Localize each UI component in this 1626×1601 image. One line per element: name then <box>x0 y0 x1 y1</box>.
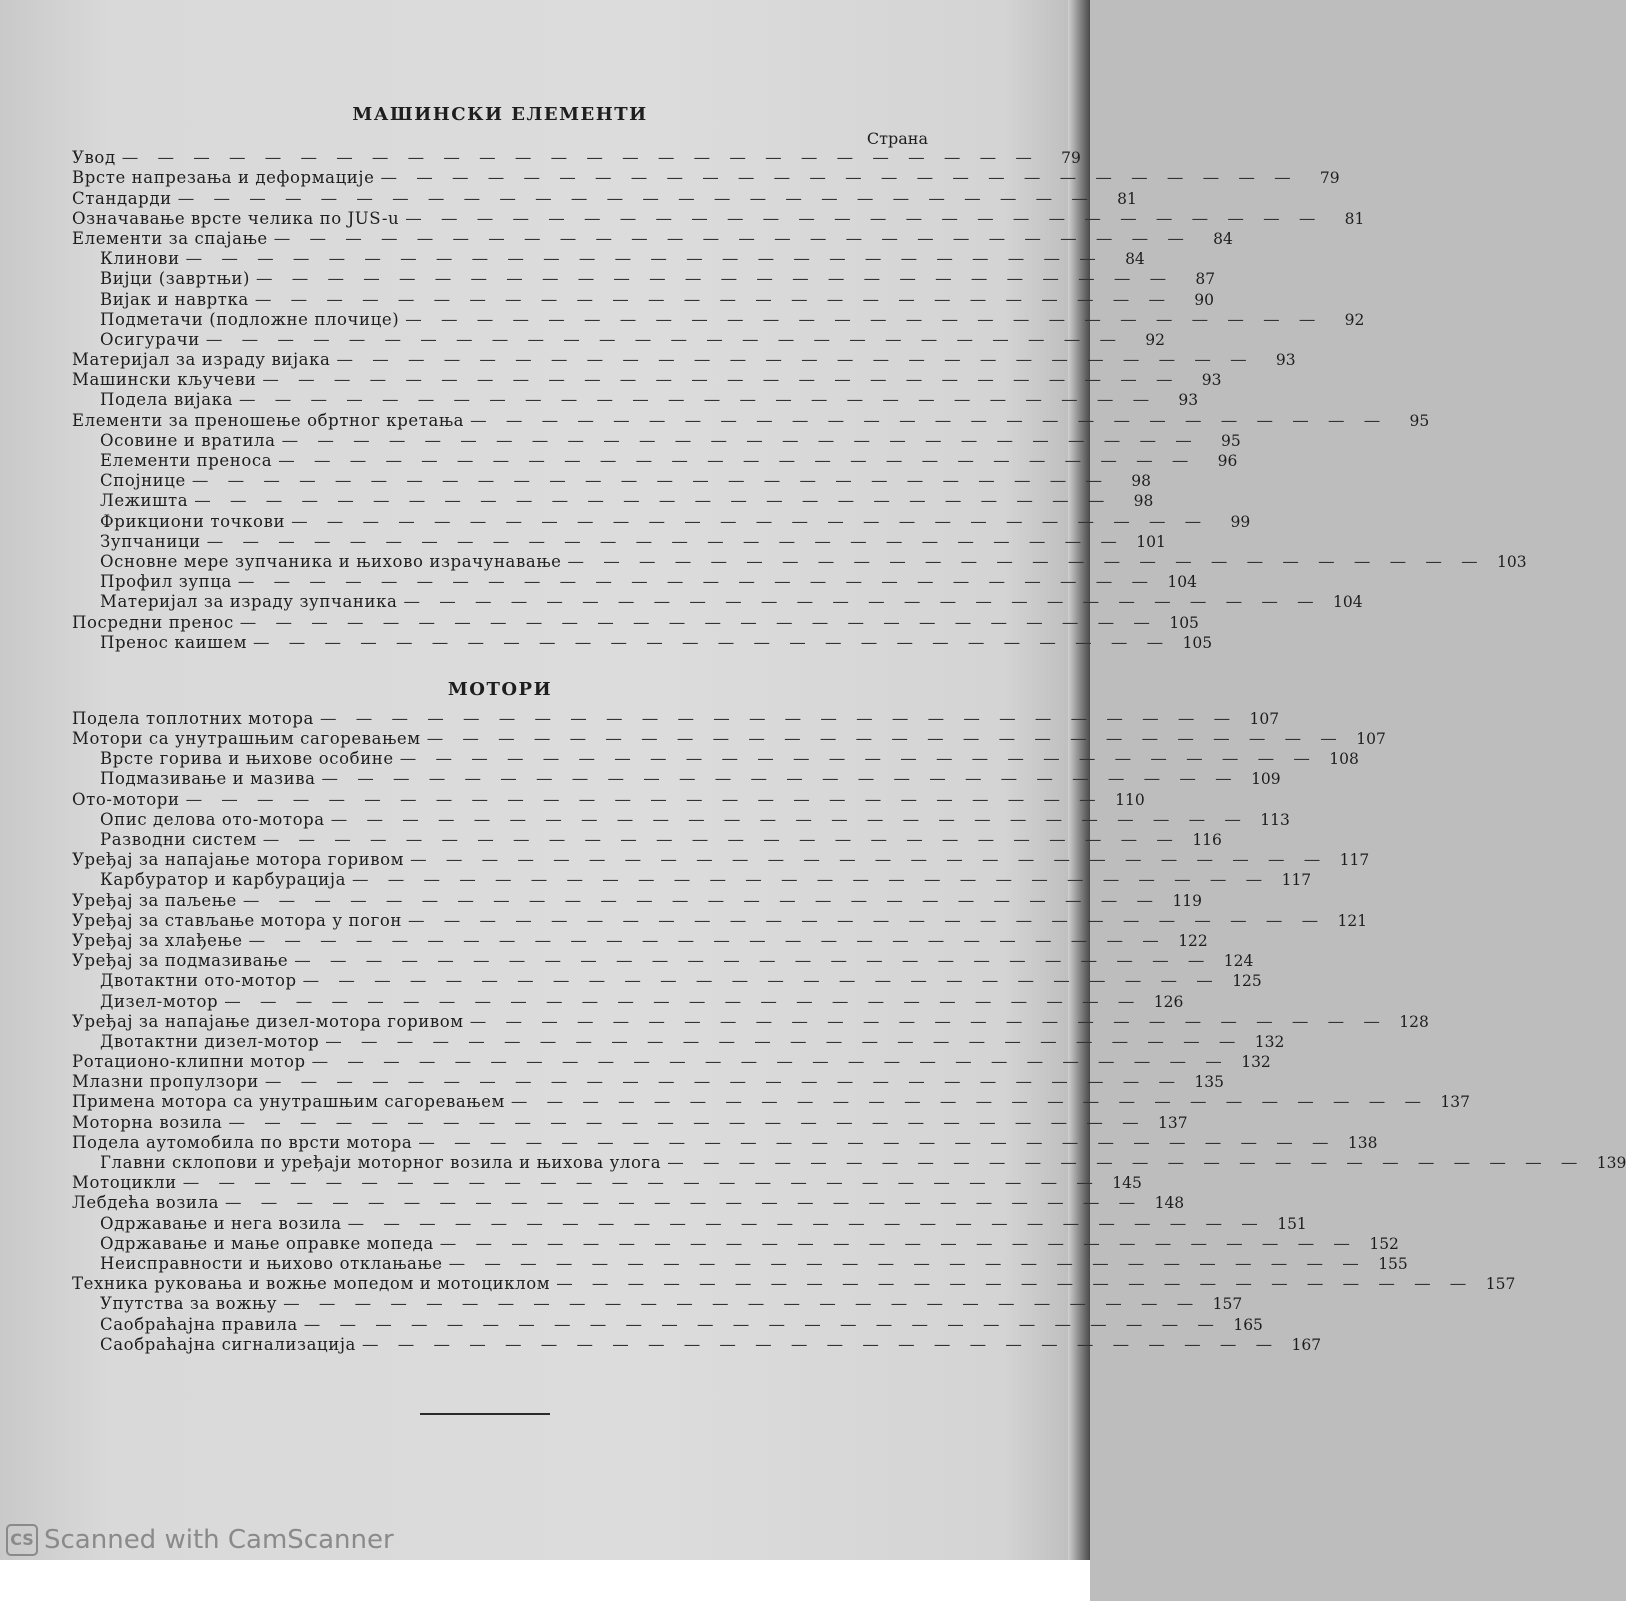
dash-leader: — — — — — — — — — — — — — — — — — — — — — — — — — — <box>405 309 1323 329</box>
toc-entry-page: 155 <box>1378 1254 1408 1273</box>
toc-entry <box>72 1334 1322 1355</box>
toc-entry-title: Вијак и навртка <box>100 289 249 309</box>
dash-leader: — — — — — — — — — — — — — — — — — — — — — — — — — — <box>330 809 1248 829</box>
toc-entry <box>72 1092 1471 1112</box>
toc-entry <box>72 769 1281 789</box>
toc-entry-page: 81 <box>1117 189 1137 208</box>
toc-entry <box>72 1112 1188 1132</box>
toc-entry-title: Уређај за хлађење <box>72 930 243 950</box>
toc-entry-page: 126 <box>1153 992 1184 1011</box>
toc-entry-title: Спојнице <box>100 471 186 491</box>
toc-entry-page: 90 <box>1194 290 1214 309</box>
toc-entry <box>72 592 1363 612</box>
toc-entry-page: 137 <box>1158 1113 1188 1132</box>
toc-entry-title: Подметачи (подложне плочице) <box>100 309 400 329</box>
dash-leader: — — — — — — — — — — — — — — — — — — — — — — — — — — <box>262 830 1180 849</box>
toc-entry <box>72 1294 1243 1314</box>
toc-entry <box>72 632 1213 653</box>
toc-entry-page: 92 <box>1344 310 1365 329</box>
toc-entry-title: Опис делова ото-мотора <box>100 809 325 829</box>
toc-entry-page: 148 <box>1154 1194 1185 1213</box>
toc-entry <box>72 430 1241 451</box>
toc-entry-page: 93 <box>1201 371 1222 390</box>
toc-entry <box>72 1173 1142 1193</box>
section-title: МОТОРИ <box>447 678 553 700</box>
toc-entry <box>72 410 1430 430</box>
toc-entry-title: Врсте горива и њихове особине <box>100 749 394 769</box>
dash-leader: — — — — — — — — — — — — — — — — — — — — — — — — — — <box>273 228 1191 248</box>
toc-entry-title: Машински кључеви <box>72 370 257 390</box>
toc-entry <box>72 951 1254 971</box>
toc-entry-title: Ротационо-клипни мотор <box>72 1052 306 1072</box>
dash-leader: — — — — — — — — — — — — — — — — — — — — — — — — — — <box>185 789 1103 809</box>
toc-entry-title: Подела топлотних мотора <box>72 708 314 728</box>
toc-entry-title: Означавање врсте челика по JUS-u <box>72 208 400 228</box>
toc-entry-title: Двотактни дизел-мотор <box>100 1031 320 1051</box>
toc-entry-title: Фрикциони точкови <box>100 511 286 531</box>
toc-entry-title: Ото-мотори <box>72 789 180 809</box>
toc-entry <box>72 1193 1185 1213</box>
toc-entry <box>72 551 1527 572</box>
camscanner-logo-icon: CS <box>6 1524 38 1556</box>
dash-leader: — — — — — — — — — — — — — — — — — — — — — — — — — — <box>182 1173 1100 1193</box>
toc-entry <box>72 1253 1408 1274</box>
toc-entry-title: Одржавање и нега возила <box>100 1213 342 1233</box>
dash-leader: — — — — — — — — — — — — — — — — — — — — — — — — — — <box>325 1031 1243 1051</box>
toc-entry-page: 93 <box>1178 391 1199 410</box>
toc-entry-page: 107 <box>1356 730 1386 749</box>
dash-leader: — — — — — — — — — — — — — — — — — — — — — — — — — — <box>291 511 1209 531</box>
toc-entry-title: Карбуратор и карбурација <box>100 870 347 890</box>
dash-leader: — — — — — — — — — — — — — — — — — — — — — — — — — — <box>185 249 1103 269</box>
dash-leader: — — — — — — — — — — — — — — — — — — — — — — — — — — <box>255 269 1174 289</box>
dash-leader: — — — — — — — — — — — — — — — — — — — — — — — — — — <box>439 1233 1357 1253</box>
toc-entry-page: 145 <box>1112 1174 1142 1193</box>
toc-entry-page: 105 <box>1169 613 1199 632</box>
dash-leader: — — — — — — — — — — — — — — — — — — — — — — — — — — <box>253 632 1171 652</box>
dash-leader: — — — — — — — — — — — — — — — — — — — — — — — — — — <box>191 471 1109 491</box>
toc-entry-title: Мотоцикли <box>72 1173 177 1193</box>
toc-entry <box>72 850 1370 870</box>
toc-entry-page: 157 <box>1212 1295 1243 1314</box>
toc-entry-title: Уређај за паљење <box>72 890 237 910</box>
toc-entry-title: Подмазивање и мазива <box>100 769 316 789</box>
toc-entry <box>72 830 1222 850</box>
toc-entry <box>72 168 1340 188</box>
toc-entry-page: 125 <box>1232 972 1262 991</box>
toc-entry-title: Увод <box>72 148 116 168</box>
dash-leader: — — — — — — — — — — — — — — — — — — — — — — — — — — <box>667 1153 1585 1172</box>
toc-entry <box>72 228 1233 249</box>
toc-entry-page: 109 <box>1251 770 1281 789</box>
dash-leader: — — — — — — — — — — — — — — — — — — — — — — — — — — <box>206 531 1124 551</box>
section-engines <box>72 675 1626 1355</box>
toc-entry-title: Разводни систем <box>100 830 257 849</box>
toc-entry-title: Уређај за подмазивање <box>72 951 289 971</box>
toc-entry-page: 113 <box>1260 810 1290 829</box>
dash-leader: — — — — — — — — — — — — — — — — — — — — — — — — — — <box>448 1253 1366 1273</box>
toc-entry-page: 101 <box>1136 532 1166 551</box>
toc-entry-page: 81 <box>1344 209 1365 228</box>
toc-entry-title: Осовине и вратила <box>100 430 276 450</box>
toc-entry-page: 93 <box>1275 351 1296 370</box>
toc-entry-page: 98 <box>1131 472 1151 491</box>
toc-entry-page: 152 <box>1369 1234 1399 1253</box>
dash-leader: — — — — — — — — — — — — — — — — — — — — — — — — — — <box>278 451 1196 470</box>
toc-entry <box>72 471 1151 491</box>
toc-entry <box>72 309 1365 330</box>
toc-entry <box>72 1031 1285 1052</box>
toc-entry-title: Материјал за израду зупчаника <box>100 592 398 612</box>
dash-leader: — — — — — — — — — — — — — — — — — — — — — — — — — — <box>177 188 1095 208</box>
toc-entry-page: 104 <box>1332 593 1363 612</box>
toc-entry <box>72 148 1081 168</box>
toc-entry-page: 139 <box>1596 1154 1626 1172</box>
dash-leader: — — — — — — — — — — — — — — — — — — — — — — — — — — <box>311 1052 1229 1072</box>
toc-list <box>72 708 1626 1355</box>
toc-entry-page: 122 <box>1178 931 1208 950</box>
dash-leader: — — — — — — — — — — — — — — — — — — — — — — — — — — <box>264 1072 1182 1092</box>
dash-leader: — — — — — — — — — — — — — — — — — — — — — — — — — — <box>567 551 1485 571</box>
dash-leader: — — — — — — — — — — — — — — — — — — — — — — — — — — <box>281 430 1199 450</box>
toc-entry <box>72 451 1238 471</box>
toc-entry <box>72 749 1359 769</box>
toc-entry-title: Моторна возила <box>72 1112 223 1132</box>
toc-entry <box>72 809 1290 830</box>
toc-entry-page: 135 <box>1194 1073 1224 1092</box>
toc-entry <box>72 370 1222 390</box>
dash-leader: — — — — — — — — — — — — — — — — — — — — — — — — — — <box>352 870 1270 890</box>
toc-entry <box>72 188 1137 208</box>
toc-entry-page: 79 <box>1061 149 1081 168</box>
toc-entry <box>72 789 1145 809</box>
dash-leader: — — — — — — — — — — — — — — — — — — — — — — — — — — <box>418 1132 1336 1152</box>
dash-leader: — — — — — — — — — — — — — — — — — — — — — — — — — — <box>410 850 1328 870</box>
toc-entry-page: 121 <box>1337 911 1368 930</box>
dash-leader: — — — — — — — — — — — — — — — — — — — — — — — — — — <box>194 491 1112 511</box>
toc-entry <box>72 249 1145 269</box>
toc-entry <box>72 1052 1271 1072</box>
dash-leader: — — — — — — — — — — — — — — — — — — — — — — — — — — <box>302 971 1220 991</box>
toc-entry-page: 165 <box>1233 1315 1263 1334</box>
toc-entry-title: Упутства за вожњу <box>100 1294 278 1314</box>
toc-entry-title: Лебдећа возила <box>72 1193 220 1213</box>
toc-entry <box>72 1132 1378 1153</box>
toc-entry-page: 95 <box>1220 431 1241 450</box>
toc-entry <box>72 1213 1307 1233</box>
toc-entry <box>72 1072 1224 1092</box>
toc-entry-title: Пренос каишем <box>100 632 248 652</box>
toc-entry-title: Дизел-мотор <box>100 991 219 1011</box>
dash-leader: — — — — — — — — — — — — — — — — — — — — — — — — — — <box>408 910 1326 930</box>
toc-entry <box>72 708 1280 729</box>
toc-entry-title: Лежишта <box>100 491 189 511</box>
toc-entry <box>72 511 1251 531</box>
dash-leader: — — — — — — — — — — — — — — — — — — — — — — — — — — <box>228 1112 1146 1132</box>
toc-entry-page: 92 <box>1145 330 1165 349</box>
toc-entry-page: 110 <box>1115 790 1145 809</box>
toc-entry <box>72 531 1166 552</box>
dash-leader: — — — — — — — — — — — — — — — — — — — — — — — — — — <box>361 1334 1280 1354</box>
toc-entry-title: Материјал за израду вијака <box>72 350 331 370</box>
dash-leader: — — — — — — — — — — — — — — — — — — — — — — — — — — <box>242 890 1161 910</box>
toc-entry-title: Примена мотора са унутрашњим сагоревањем <box>72 1092 505 1112</box>
toc-entry-title: Подела вијака <box>100 390 234 410</box>
toc-entry-page: 128 <box>1399 1012 1429 1031</box>
toc-entry-page: 103 <box>1497 552 1527 571</box>
dash-leader: — — — — — — — — — — — — — — — — — — — — — — — — — — <box>224 991 1142 1011</box>
toc-entry-title: Одржавање и мање оправке мопеда <box>100 1233 434 1253</box>
dash-leader: — — — — — — — — — — — — — — — — — — — — — — — — — — <box>239 390 1157 410</box>
dash-leader: — — — — — — — — — — — — — — — — — — — — — — — — — — <box>303 1314 1221 1334</box>
toc-entry <box>72 491 1154 511</box>
toc-entry-page: 116 <box>1192 831 1222 849</box>
toc-entry-title: Посредни пренос <box>72 612 234 632</box>
toc-entry-page: 96 <box>1217 452 1238 470</box>
toc-entry-title: Елементи за спајање <box>72 228 268 248</box>
toc-entry <box>72 350 1296 370</box>
toc-entry-title: Врсте напрезања и деформације <box>72 168 375 188</box>
toc-entry-page: 157 <box>1485 1275 1516 1294</box>
page-column-label: Страна <box>866 129 928 148</box>
toc-entry-page: 99 <box>1230 512 1251 531</box>
toc-entry-page: 151 <box>1277 1214 1307 1233</box>
scanner-watermark-text: Scanned with CamScanner <box>44 1525 394 1555</box>
dash-leader: — — — — — — — — — — — — — — — — — — — — — — — — — — <box>283 1294 1201 1314</box>
toc-entry <box>72 930 1208 951</box>
toc-entry-title: Главни склопови и уређаји моторног возила и њихова улога <box>100 1153 662 1172</box>
toc-entry-page: 105 <box>1182 633 1213 652</box>
dash-leader: — — — — — — — — — — — — — — — — — — — — — — — — — — <box>237 572 1156 592</box>
toc-entry-title: Осигурачи <box>100 329 200 349</box>
toc-entry-page: 108 <box>1329 750 1359 769</box>
bottom-margin <box>0 1560 1090 1601</box>
dash-leader: — — — — — — — — — — — — — — — — — — — — — — — — — — <box>399 749 1317 769</box>
toc-list <box>72 148 1527 653</box>
toc-entry-title: Уређај за напајање дизел-мотора горивом <box>72 1011 464 1031</box>
dash-leader: — — — — — — — — — — — — — — — — — — — — — — — — — — <box>470 410 1388 430</box>
toc-entry <box>72 971 1262 991</box>
toc-entry-title: Саобраћајна правила <box>100 1314 298 1334</box>
dash-leader: — — — — — — — — — — — — — — — — — — — — — — — — — — <box>426 729 1344 749</box>
toc-entry-page: 117 <box>1281 871 1312 890</box>
toc-entry-title: Мотори са унутрашњим сагоревањем <box>72 729 421 749</box>
toc-entry-page: 132 <box>1254 1032 1285 1051</box>
dash-leader: — — — — — — — — — — — — — — — — — — — — — — — — — — <box>225 1193 1143 1213</box>
dash-leader: — — — — — — — — — — — — — — — — — — — — — — — — — — <box>347 1213 1265 1233</box>
toc-entry-title: Елементи преноса <box>100 451 273 470</box>
section-title: МАШИНСКИ ЕЛЕМЕНТИ <box>352 104 648 125</box>
toc-entry <box>72 1011 1429 1032</box>
toc-entry-page: 107 <box>1249 709 1280 728</box>
toc-entry-title: Двотактни ото-мотор <box>100 971 297 991</box>
dash-leader: — — — — — — — — — — — — — — — — — — — — — — — — — — <box>556 1274 1474 1294</box>
toc-entry-page: 95 <box>1409 411 1430 430</box>
toc-entry-page: 138 <box>1347 1133 1378 1152</box>
toc-entry <box>72 729 1386 749</box>
toc-entry <box>72 870 1312 890</box>
toc-entry <box>72 612 1199 632</box>
toc-entry-page: 84 <box>1125 250 1145 269</box>
dash-leader: — — — — — — — — — — — — — — — — — — — — — — — — — — <box>469 1011 1387 1031</box>
toc-entry-title: Техника руковања и вожње мопедом и мотоциклом <box>72 1274 551 1294</box>
dash-leader: — — — — — — — — — — — — — — — — — — — — — — — — — — <box>205 329 1123 349</box>
toc-entry <box>72 289 1214 309</box>
toc-entry <box>72 1233 1399 1254</box>
toc-entry-page: 132 <box>1241 1053 1271 1072</box>
toc-entry <box>72 991 1184 1011</box>
toc-entry <box>72 269 1216 289</box>
toc-entry-title: Подела аутомобила по врсти мотора <box>72 1132 413 1152</box>
toc-entry-page: 98 <box>1133 492 1154 511</box>
toc-entry <box>72 1274 1516 1294</box>
dash-leader: — — — — — — — — — — — — — — — — — — — — — — — — — — <box>248 930 1166 950</box>
toc-entry-page: 137 <box>1440 1093 1471 1112</box>
dash-leader: — — — — — — — — — — — — — — — — — — — — — — — — — — <box>262 370 1180 390</box>
toc-entry-title: Млазни пропулзори <box>72 1072 259 1092</box>
dash-leader: — — — — — — — — — — — — — — — — — — — — — — — — — — <box>510 1092 1429 1112</box>
toc-entry-page: 124 <box>1223 952 1254 971</box>
dash-leader: — — — — — — — — — — — — — — — — — — — — — — — — — — <box>239 612 1157 632</box>
dash-leader: — — — — — — — — — — — — — — — — — — — — — — — — — — <box>403 592 1321 612</box>
dash-leader: — — — — — — — — — — — — — — — — — — — — — — — — — — <box>320 708 1238 728</box>
toc-entry-title: Профил зупца <box>100 572 232 592</box>
section-gap <box>72 653 928 675</box>
closing-rule <box>420 1413 550 1415</box>
dash-leader: — — — — — — — — — — — — — — — — — — — — — — — — — — <box>380 168 1298 188</box>
toc-entry-page: 79 <box>1319 169 1340 188</box>
toc-entry <box>72 572 1198 592</box>
toc-entry-title: Саобраћајна сигнализација <box>100 1334 356 1354</box>
toc-entry-page: 119 <box>1172 891 1203 910</box>
scanner-footer <box>0 1522 394 1558</box>
table-of-contents <box>72 100 1626 1355</box>
dash-leader: — — — — — — — — — — — — — — — — — — — — — — — — — — <box>294 951 1212 971</box>
toc-entry <box>72 329 1165 350</box>
toc-entry-page: 104 <box>1167 573 1198 592</box>
toc-entry-title: Зупчаници <box>100 531 201 551</box>
toc-entry-page: 117 <box>1339 851 1370 870</box>
toc-entry-title: Стандарди <box>72 188 172 208</box>
toc-entry <box>72 910 1368 931</box>
dash-leader: — — — — — — — — — — — — — — — — — — — — — — — — — — <box>321 769 1239 789</box>
toc-entry <box>72 208 1365 229</box>
toc-entry-title: Неисправности и њихово отклањање <box>100 1253 443 1273</box>
toc-entry <box>72 1314 1263 1334</box>
toc-entry-title: Основне мере зупчаника и њихово израчунавање <box>100 551 562 571</box>
toc-entry <box>72 890 1203 910</box>
toc-entry-page: 167 <box>1291 1335 1322 1354</box>
toc-entry-title: Уређај за напајање мотора горивом <box>72 850 405 870</box>
toc-entry-page: 87 <box>1195 270 1216 289</box>
toc-entry-page: 84 <box>1213 229 1233 248</box>
dash-leader: — — — — — — — — — — — — — — — — — — — — — — — — — — <box>336 350 1254 370</box>
toc-entry <box>72 1153 1626 1173</box>
dash-leader: — — — — — — — — — — — — — — — — — — — — — — — — — — <box>405 208 1323 228</box>
toc-entry-title: Елементи за преношење обртног кретања <box>72 410 465 430</box>
toc-entry-title: Клинови <box>100 249 180 269</box>
section-machine-elements <box>72 100 1527 653</box>
toc-entry-title: Уређај за стављање мотора у погон <box>72 910 403 930</box>
toc-entry-title: Вијци (завртњи) <box>100 269 250 289</box>
toc-entry <box>72 390 1199 410</box>
dash-leader: — — — — — — — — — — — — — — — — — — — — — — — — — — <box>254 289 1172 309</box>
dash-leader: — — — — — — — — — — — — — — — — — — — — — — — — — — <box>121 148 1039 168</box>
